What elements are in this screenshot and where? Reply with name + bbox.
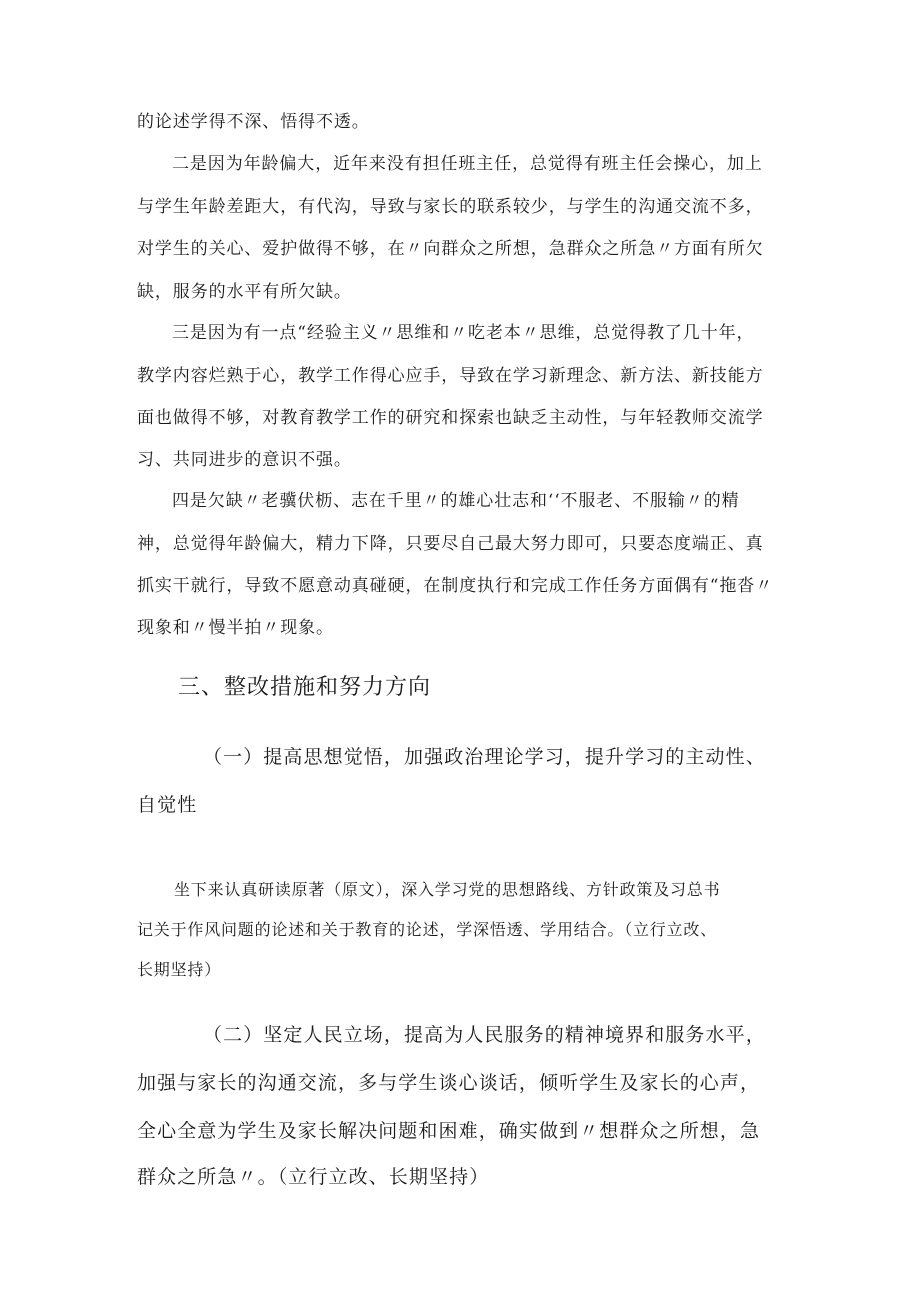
paragraph-line: 三是因为有一点“经验主义〃思维和〃吃老本〃思维，总觉得教了几十年， [172,323,755,343]
paragraph-line: 教学内容烂熟于心，教学工作得心应手，导致在学习新理念、新方法、新技能方 [137,366,764,386]
subheading-line: （一）提高思想觉悟，加强政治理论学习，提升学习的主动性、 [203,746,766,768]
paragraph-line: 现象和〃慢半拍〃现象。 [137,618,334,638]
paragraph-line: 抓实干就行，导致不愿意动真碰硬，在制度执行和完成工作任务方面偶有“拖沓〃 [137,576,774,596]
paragraph-line: 习、共同进步的意识不强。 [137,450,352,470]
paragraph-line: 二是因为年龄偏大，近年来没有担任班主任，总觉得有班主任会操心，加上 [172,154,763,174]
paragraph-line: 群众之所急〃。（立行立改、长期坚持） [137,1166,490,1188]
paragraph-line: 对学生的关心、爱护做得不够，在〃向群众之所想，急群众之所急〃方面有所欠 [137,239,764,259]
subheading-line: 自觉性 [137,794,198,816]
paragraph-line: 与学生年龄差距大，有代沟，导致与家长的联系较少，与学生的沟通交流不多， [137,197,764,217]
paragraph-line: 面也做得不够，对教育教学工作的研究和探索也缺乏主动性，与年轻教师交流学 [137,408,764,428]
paragraph-line: 记关于作风问题的论述和关于教育的论述，学深悟透、学用结合。（立行立改、 [137,920,718,939]
section-heading: 三、整改措施和努力方向 [178,675,432,700]
paragraph-line: 坐下来认真研读原著（原文），深入学习党的思想路线、方针政策及习总书 [174,880,721,899]
paragraph-line: 缺，服务的水平有所欠缺。 [137,282,352,302]
paragraph-line: 神，总觉得年龄偏大，精力下降，只要尽自己最大努力即可，只要态度端正、真 [137,534,764,554]
paragraph-line: 长期坚持） [137,960,222,979]
paragraph-line: 的论述学得不深、悟得不透。 [137,112,370,132]
paragraph-line: （二）坚定人民立场，提高为人民服务的精神境界和服务水平， [203,1024,766,1046]
paragraph-line: 加强与家长的沟通交流，多与学生谈心谈话，倾听学生及家长的心声， [137,1072,761,1094]
paragraph-line: 全心全意为学生及家长解决问题和困难，确实做到〃想群众之所想，急 [137,1120,761,1142]
paragraph-line: 四是欠缺〃老骥伏枥、志在千里〃的雄心壮志和‘‘不服老、不服输〃的精 [172,491,740,511]
